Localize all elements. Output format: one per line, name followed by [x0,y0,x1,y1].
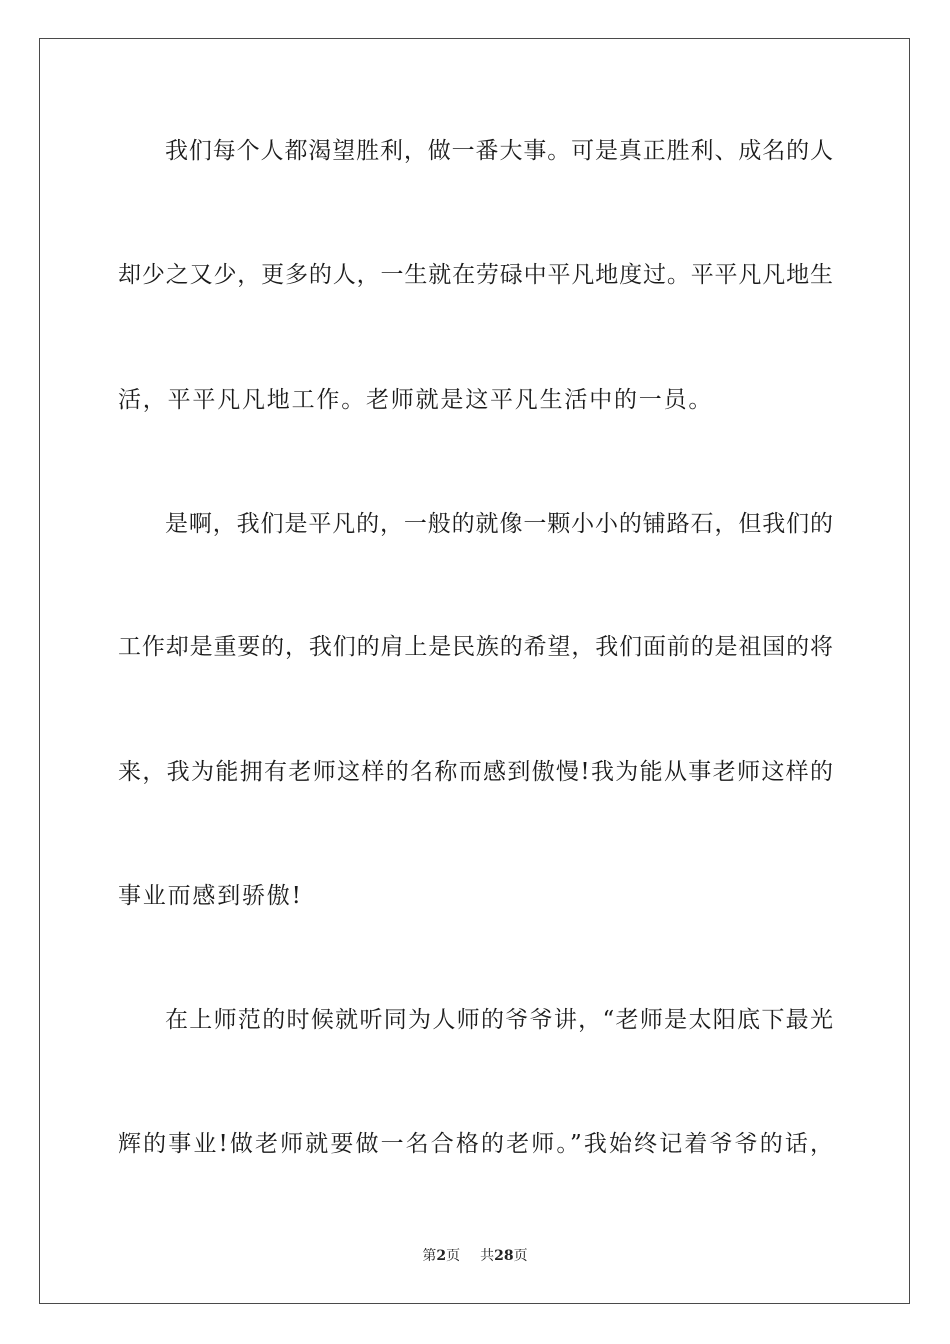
total-pages: 28 [494,1248,514,1264]
page-footer [0,1246,950,1266]
text-line: 是啊，我们是平凡的，一般的就像一颗小小的铺路石，但我们的 [165,511,833,537]
text-line: 活，平平凡凡地工作。老师就是这平凡生活中的一员。 [118,387,714,413]
page-border [39,38,910,1304]
total-prefix: 共 [480,1248,495,1264]
text-line: 辉的事业!做老师就要做一名合格的老师。”我始终记着爷爷的话， [118,1131,833,1157]
text-line: 在上师范的时候就听同为人师的爷爷讲，“老师是太阳底下最光 [165,1007,833,1033]
page-prefix: 第 [422,1248,437,1264]
text-line: 却少之又少，更多的人，一生就在劳碌中平凡地度过。平平凡凡地生 [118,262,833,288]
text-line: 来，我为能拥有老师这样的名称而感到傲慢!我为能从事老师这样的 [118,759,833,785]
total-suffix: 页 [513,1248,528,1264]
page-number: 2 [436,1248,447,1264]
text-line: 事业而感到骄傲! [118,883,303,909]
text-line: 我们每个人都渴望胜利，做一番大事。可是真正胜利、成名的人 [165,138,833,164]
text-line: 工作却是重要的，我们的肩上是民族的希望，我们面前的是祖国的将 [118,634,833,660]
page-suffix: 页 [446,1248,461,1264]
